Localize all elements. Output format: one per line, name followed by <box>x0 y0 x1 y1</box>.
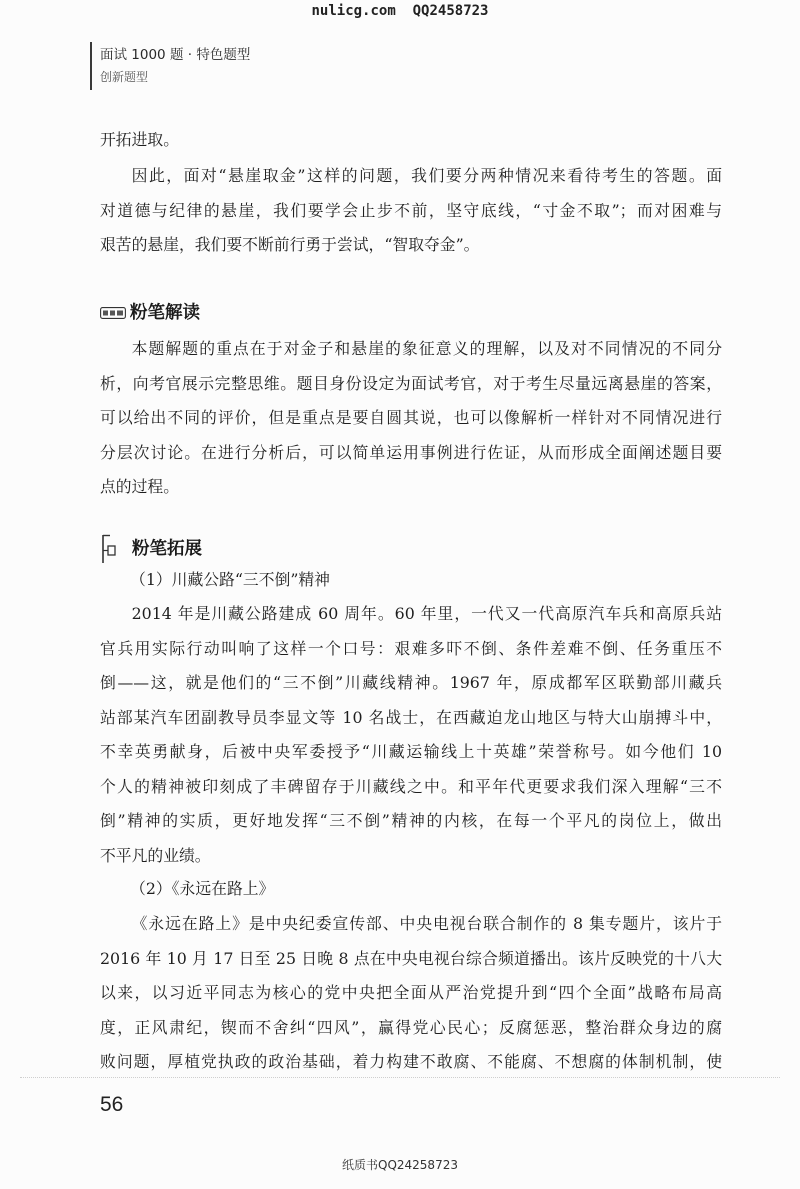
item-title: （2）《永远在路上》 <box>130 879 275 898</box>
paragraph-line: 2016 年 10 月 17 日至 25 日晚 8 点在中央电视台综合频道播出。该片反映党的十八大 <box>100 948 722 968</box>
paragraph-line: 《永远在路上》是中央纪委宣传部、中央电视台联合制作的 8 集专题片，该片于 <box>131 914 722 933</box>
paragraph-line: 因此，面对“悬崖取金”这样的问题，我们要分两种情况来看待考生的答题。面 <box>131 166 722 185</box>
conclusion-paragraph <box>100 159 722 263</box>
paragraph-line: 倒——这，就是他们的“三不倒”川藏线精神。1967 年，原成都军区联勤部川藏兵 <box>100 673 722 692</box>
top-watermark: nulicg.com QQ2458723 <box>311 3 489 19</box>
running-header-rule <box>90 42 92 90</box>
paragraph-line: 败问题，厚植党执政的政治基础，着力构建不敢腐、不能腐、不想腐的体制机制，使 <box>100 1052 722 1071</box>
section-heading-text: 粉笔拓展 <box>132 539 202 559</box>
section-heading-text: 粉笔解读 <box>130 303 200 323</box>
paragraph-line: 点的过程。 <box>100 477 179 496</box>
paragraph-line: 以来，以习近平同志为核心的党中央把全面从严治党提升到“四个全面”战略布局高 <box>100 983 722 1002</box>
paragraph-line: 官兵用实际行动叫响了这样一个口号：艰难多吓不倒、条件差难不倒、任务重压不 <box>100 638 722 658</box>
analysis-paragraph <box>100 332 722 505</box>
running-header-subtitle: 创新题型 <box>100 70 149 84</box>
paragraph-line: 开拓进取。 <box>100 130 179 149</box>
paragraph-line: 艰苦的悬崖，我们要不断前行勇于尝试，“智取夺金”。 <box>100 235 480 254</box>
paragraph-line: 站部某汽车团副教导员李显文等 10 名战士，在西藏迫龙山地区与特大山崩搏斗中， <box>100 707 722 727</box>
bracket-icon <box>100 534 132 564</box>
continuation-paragraph <box>100 123 722 158</box>
badge-icon <box>100 307 130 319</box>
paragraph-line: 可以给出不同的评价，但是重点是要自圆其说，也可以像解析一样针对不同情况进行 <box>100 408 722 427</box>
paragraph-line: 析，向考官展示完整思维。题目身份设定为面试考官，对于考生尽量远离悬崖的答案， <box>100 373 722 393</box>
paragraph-line: 本题解题的重点在于对金子和悬崖的象征意义的理解，以及对不同情况的不同分 <box>131 339 722 358</box>
section-heading-extension <box>100 534 722 564</box>
item-title: （1）川藏公路“三不倒”精神 <box>130 570 330 589</box>
bottom-watermark: 纸质书QQ24258723 <box>342 1158 458 1172</box>
paragraph-line: 个人的精神被印刻成了丰碑留存于川藏线之中。和平年代更要求我们深入理解“三不 <box>100 776 722 796</box>
paragraph-line: 对道德与纪律的悬崖，我们要学会止步不前，坚守底线，“寸金不取”；而对困难与 <box>100 200 722 220</box>
extension-item-title <box>100 563 722 598</box>
paragraph-line: 倒”精神的实质，更好地发挥“三不倒”精神的内核，在每一个平凡的岗位上，做出 <box>100 811 722 830</box>
paragraph-line: 度，正风肃纪，锲而不舍纠“四风”，赢得党心民心；反腐惩恶，整治群众身边的腐 <box>100 1017 722 1037</box>
paragraph-line: 不平凡的业绩。 <box>100 845 211 865</box>
extension-item-title <box>100 872 722 907</box>
scan-artifact-line <box>20 1077 780 1078</box>
page-number: 56 <box>100 1093 124 1116</box>
paragraph-line: 分层次讨论。在进行分析后，可以简单运用事例进行佐证，从而形成全面阐述题目要 <box>100 442 722 462</box>
page-content <box>100 0 722 1189</box>
extension-item-paragraph <box>100 907 722 1080</box>
section-heading-analysis <box>100 298 722 328</box>
paragraph-line: 不幸英勇献身，后被中央军委授予“川藏运输线上十英雄”荣誉称号。如今他们 10 <box>100 742 722 761</box>
running-header-title: 面试 1000 题 · 特色题型 <box>100 47 251 63</box>
paragraph-line: 2014 年是川藏公路建成 60 周年。60 年里，一代又一代高原汽车兵和高原兵站 <box>131 604 722 623</box>
extension-item-paragraph <box>100 597 722 873</box>
